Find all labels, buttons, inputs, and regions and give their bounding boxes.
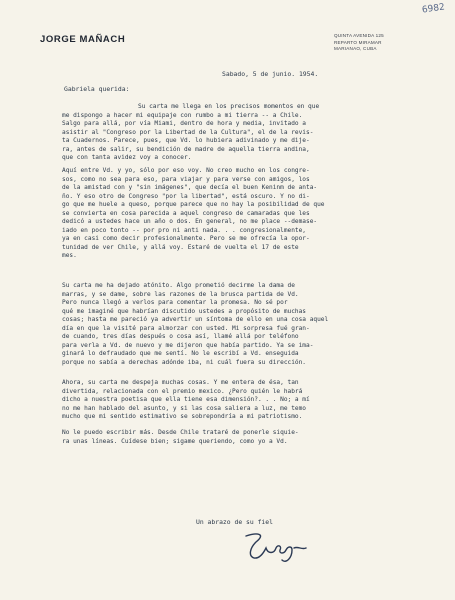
- closing: Un abrazo de su fiel: [196, 518, 273, 526]
- text-line: iado en poco tonto -- por pro ni anti nada. . . congresionalmente,: [62, 226, 307, 234]
- text-line: Su carta me ha dejado atónito. Algo prometió decirme la dama de: [62, 282, 295, 289]
- text-line: Pero nunca llegó a verlos para comentar la promesa. No sé por: [62, 299, 288, 306]
- text-line: para verla a Vd. de nuevo y me dijeron que había partido. Ya se ima-: [62, 341, 314, 349]
- text-line: Ahora, su carta me despeja muchas cosas. Y me entera de ésa, tan: [62, 379, 299, 386]
- text-line: qué me imaginé que habrían discutido ustedes a propósito de muchas: [62, 307, 307, 315]
- address-line: MARIANAO, CUBA: [334, 46, 377, 52]
- text-line: que con tanta avidez voy a conocer.: [62, 154, 192, 161]
- text-line: ginará lo defraudado que me sentí. No le escribí a Vd. enseguida: [62, 350, 299, 357]
- text-line: de la amistad con y "sin imágenes", que decía el buen Keninm de anta-: [62, 184, 318, 191]
- text-line: me dispongo a hacer mi equipaje con rumbo a mi tierra -- a Chile.: [62, 111, 303, 119]
- text-line: No le puedo escribir más. Desde Chile trataré de ponerle siquie-: [62, 429, 299, 436]
- paragraph: [62, 429, 412, 446]
- text-line: mes.: [62, 252, 77, 259]
- paragraph: [62, 103, 412, 163]
- text-line: ra, antes de salir, su bendición de madre de aquella tierra andina,: [62, 145, 310, 153]
- paragraph: [62, 167, 412, 261]
- text-line: Su carta me llega en los precisos momentos en que: [138, 103, 320, 110]
- text-line: día en que la visité para almorzar con usted. Mi sorpresa fué gran-: [62, 324, 310, 332]
- signature: [236, 528, 316, 568]
- text-line: ra unas líneas. Cuídese bien; sigame queriendo, como yo a Vd.: [62, 437, 288, 445]
- address-line: REPARTO MIRAMAR: [334, 39, 382, 45]
- salutation: Gabriela querida:: [64, 85, 130, 93]
- text-line: tunidad de ver Chile, y allá voy. Estaré de vuelta el 17 de este: [62, 243, 299, 251]
- text-line: se convierta en cosa parecida a aquel congreso de camaradas que les: [62, 209, 310, 217]
- text-line: mucho que mi sentido estimativo se sobrepondría a mi patriotismo.: [62, 413, 303, 420]
- text-line: Aquí entre Vd. y yo, sólo por eso voy. No creo mucho en los congre-: [62, 167, 310, 174]
- text-line: ya en casi como decir profesionalmente. Pero se me ofrecía la opor-: [62, 235, 310, 242]
- text-line: go que me huele a queso, porque parece que no hay la posibilidad de que: [62, 201, 325, 208]
- text-line: dedicó a ustedes hace un año o dos. En general, no me place --demase-: [62, 218, 318, 225]
- text-line: Salgo para allá, por vía Miami, dentro de hora y media, invitado a: [62, 120, 307, 127]
- text-line: dicho a nuestra poetisa que ella tiene esa dimensión?. . . No; a mí: [62, 396, 310, 403]
- paragraph: [62, 379, 412, 422]
- text-line: asistir al "Congreso por la Libertad de la Cultura", el de la revis-: [62, 128, 314, 136]
- text-line: cosas; hasta me pareció ya advertir un síntoma de ello en una cosa aquel: [62, 316, 329, 323]
- text-line: de cuando, tres días después o cosa así, llamé allá por teléfono: [62, 333, 299, 340]
- archive-number: 6982: [421, 2, 446, 16]
- letter-date: Sabado, 5 de junio. 1954.: [222, 70, 319, 78]
- text-line: porque no sabía a derechas adónde iba, ni cuál fuera su dirección.: [62, 358, 307, 366]
- address-line: QUINTA AVENIDA 125: [334, 33, 384, 38]
- text-line: divertida, relacionada con el premio mexico. ¿Pero quién le habrá: [62, 387, 303, 395]
- text-line: sos, como no sea para eso, para viajar y para verse con amigos, los: [62, 175, 310, 183]
- letterhead-name: JORGE MAÑACH: [40, 34, 126, 45]
- paragraph: [62, 282, 412, 367]
- text-line: no me han hablado del asunto, y si las cosa saliera a luz, me temo: [62, 404, 307, 412]
- text-line: ta Cuadernos. Parece, pues, que Vd. lo hubiera adivinado y me dije-: [62, 137, 310, 144]
- letterhead-address: [334, 33, 384, 53]
- text-line: marras, y se dame, sobre las razones de la brusca partida de Vd.: [62, 290, 299, 298]
- text-line: ño. Y eso otro de Congreso "por la libertad", está oscuro. Y no di-: [62, 192, 310, 200]
